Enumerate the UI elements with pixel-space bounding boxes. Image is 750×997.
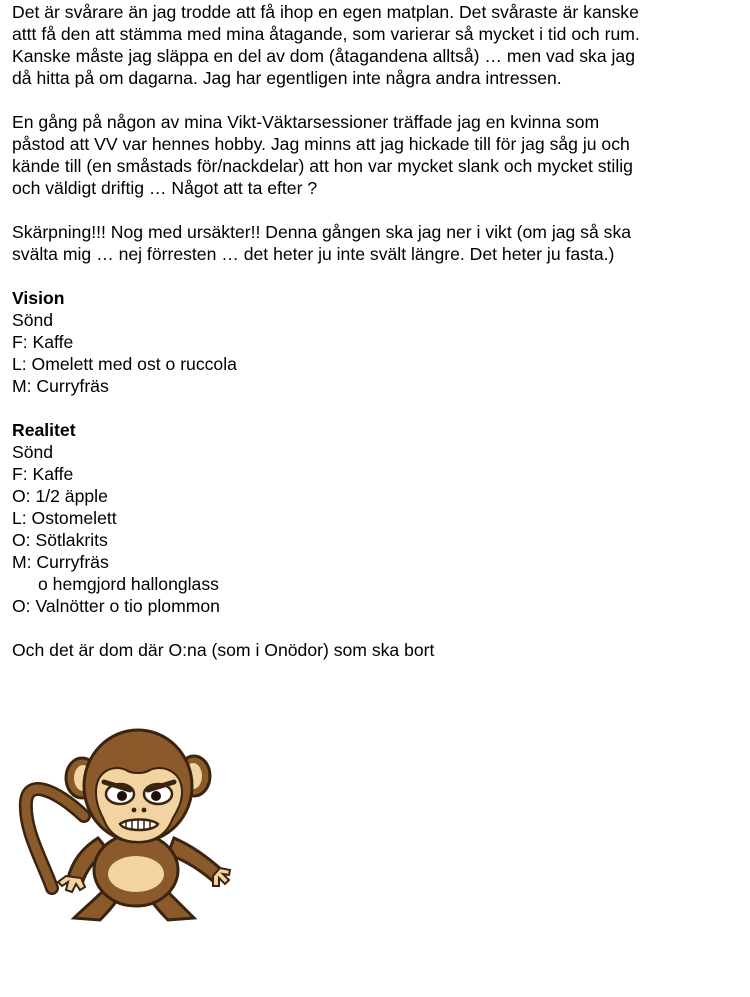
paragraph-skarpning: Skärpning!!! Nog med ursäkter!! Denna gången ska jag ner i vikt (om jag så ska svälta mig … nej förresten … det heter ju inte svält längre. Det heter ju fasta.) <box>12 222 632 264</box>
realitet-day: Sönd <box>12 442 54 462</box>
realitet-meal-extra: o hemgjord hallonglass <box>38 574 219 594</box>
spacer <box>12 89 742 111</box>
vision-meal: F: Kaffe <box>12 332 74 352</box>
vision-heading: Vision <box>12 288 65 308</box>
realitet-meal: F: Kaffe <box>12 464 74 484</box>
spacer <box>12 265 742 287</box>
paragraph-vv-kvinna: En gång på någon av mina Vikt-Väktarsessioner träffade jag en kvinna som påstod att VV var hennes hobby. Jag minns att jag hickade till för jag såg ju och kände till (en småstads för/nackdelar) att hon var mycket slank och mycket stilig och väldigt driftig … Något att ta efter ? <box>12 112 633 198</box>
realitet-heading: Realitet <box>12 420 76 440</box>
realitet-meal: O: Valnötter o tio plommon <box>12 596 220 616</box>
realitet-section <box>12 419 742 617</box>
paragraph-matplan: Det är svårare än jag trodde att få ihop en egen matplan. Det svåraste är kanske attt få den att stämma med mina åtagande, som varierar så mycket i tid och rum. Kanske måste jag släppa en del av dom (åtagandena alltså) … men vad ska jag då hitta på om dagarna. Jag har egentligen inte några andra intressen. <box>12 2 640 88</box>
vision-day: Sönd <box>12 310 54 330</box>
vision-meal: M: Curryfräs <box>12 376 109 396</box>
angry-monkey-illustration <box>16 720 248 932</box>
closing-line: Och det är dom där O:na (som i Onödor) som ska bort <box>12 640 435 660</box>
realitet-meal: M: Curryfräs <box>12 552 109 572</box>
spacer <box>12 199 742 221</box>
document-body <box>12 1 742 661</box>
spacer <box>12 397 742 419</box>
vision-meal: L: Omelett med ost o ruccola <box>12 354 237 374</box>
realitet-meal: O: 1/2 äpple <box>12 486 108 506</box>
spacer <box>12 617 742 639</box>
vision-section <box>12 287 742 397</box>
realitet-meal: L: Ostomelett <box>12 508 117 528</box>
realitet-meal: O: Sötlakrits <box>12 530 108 550</box>
